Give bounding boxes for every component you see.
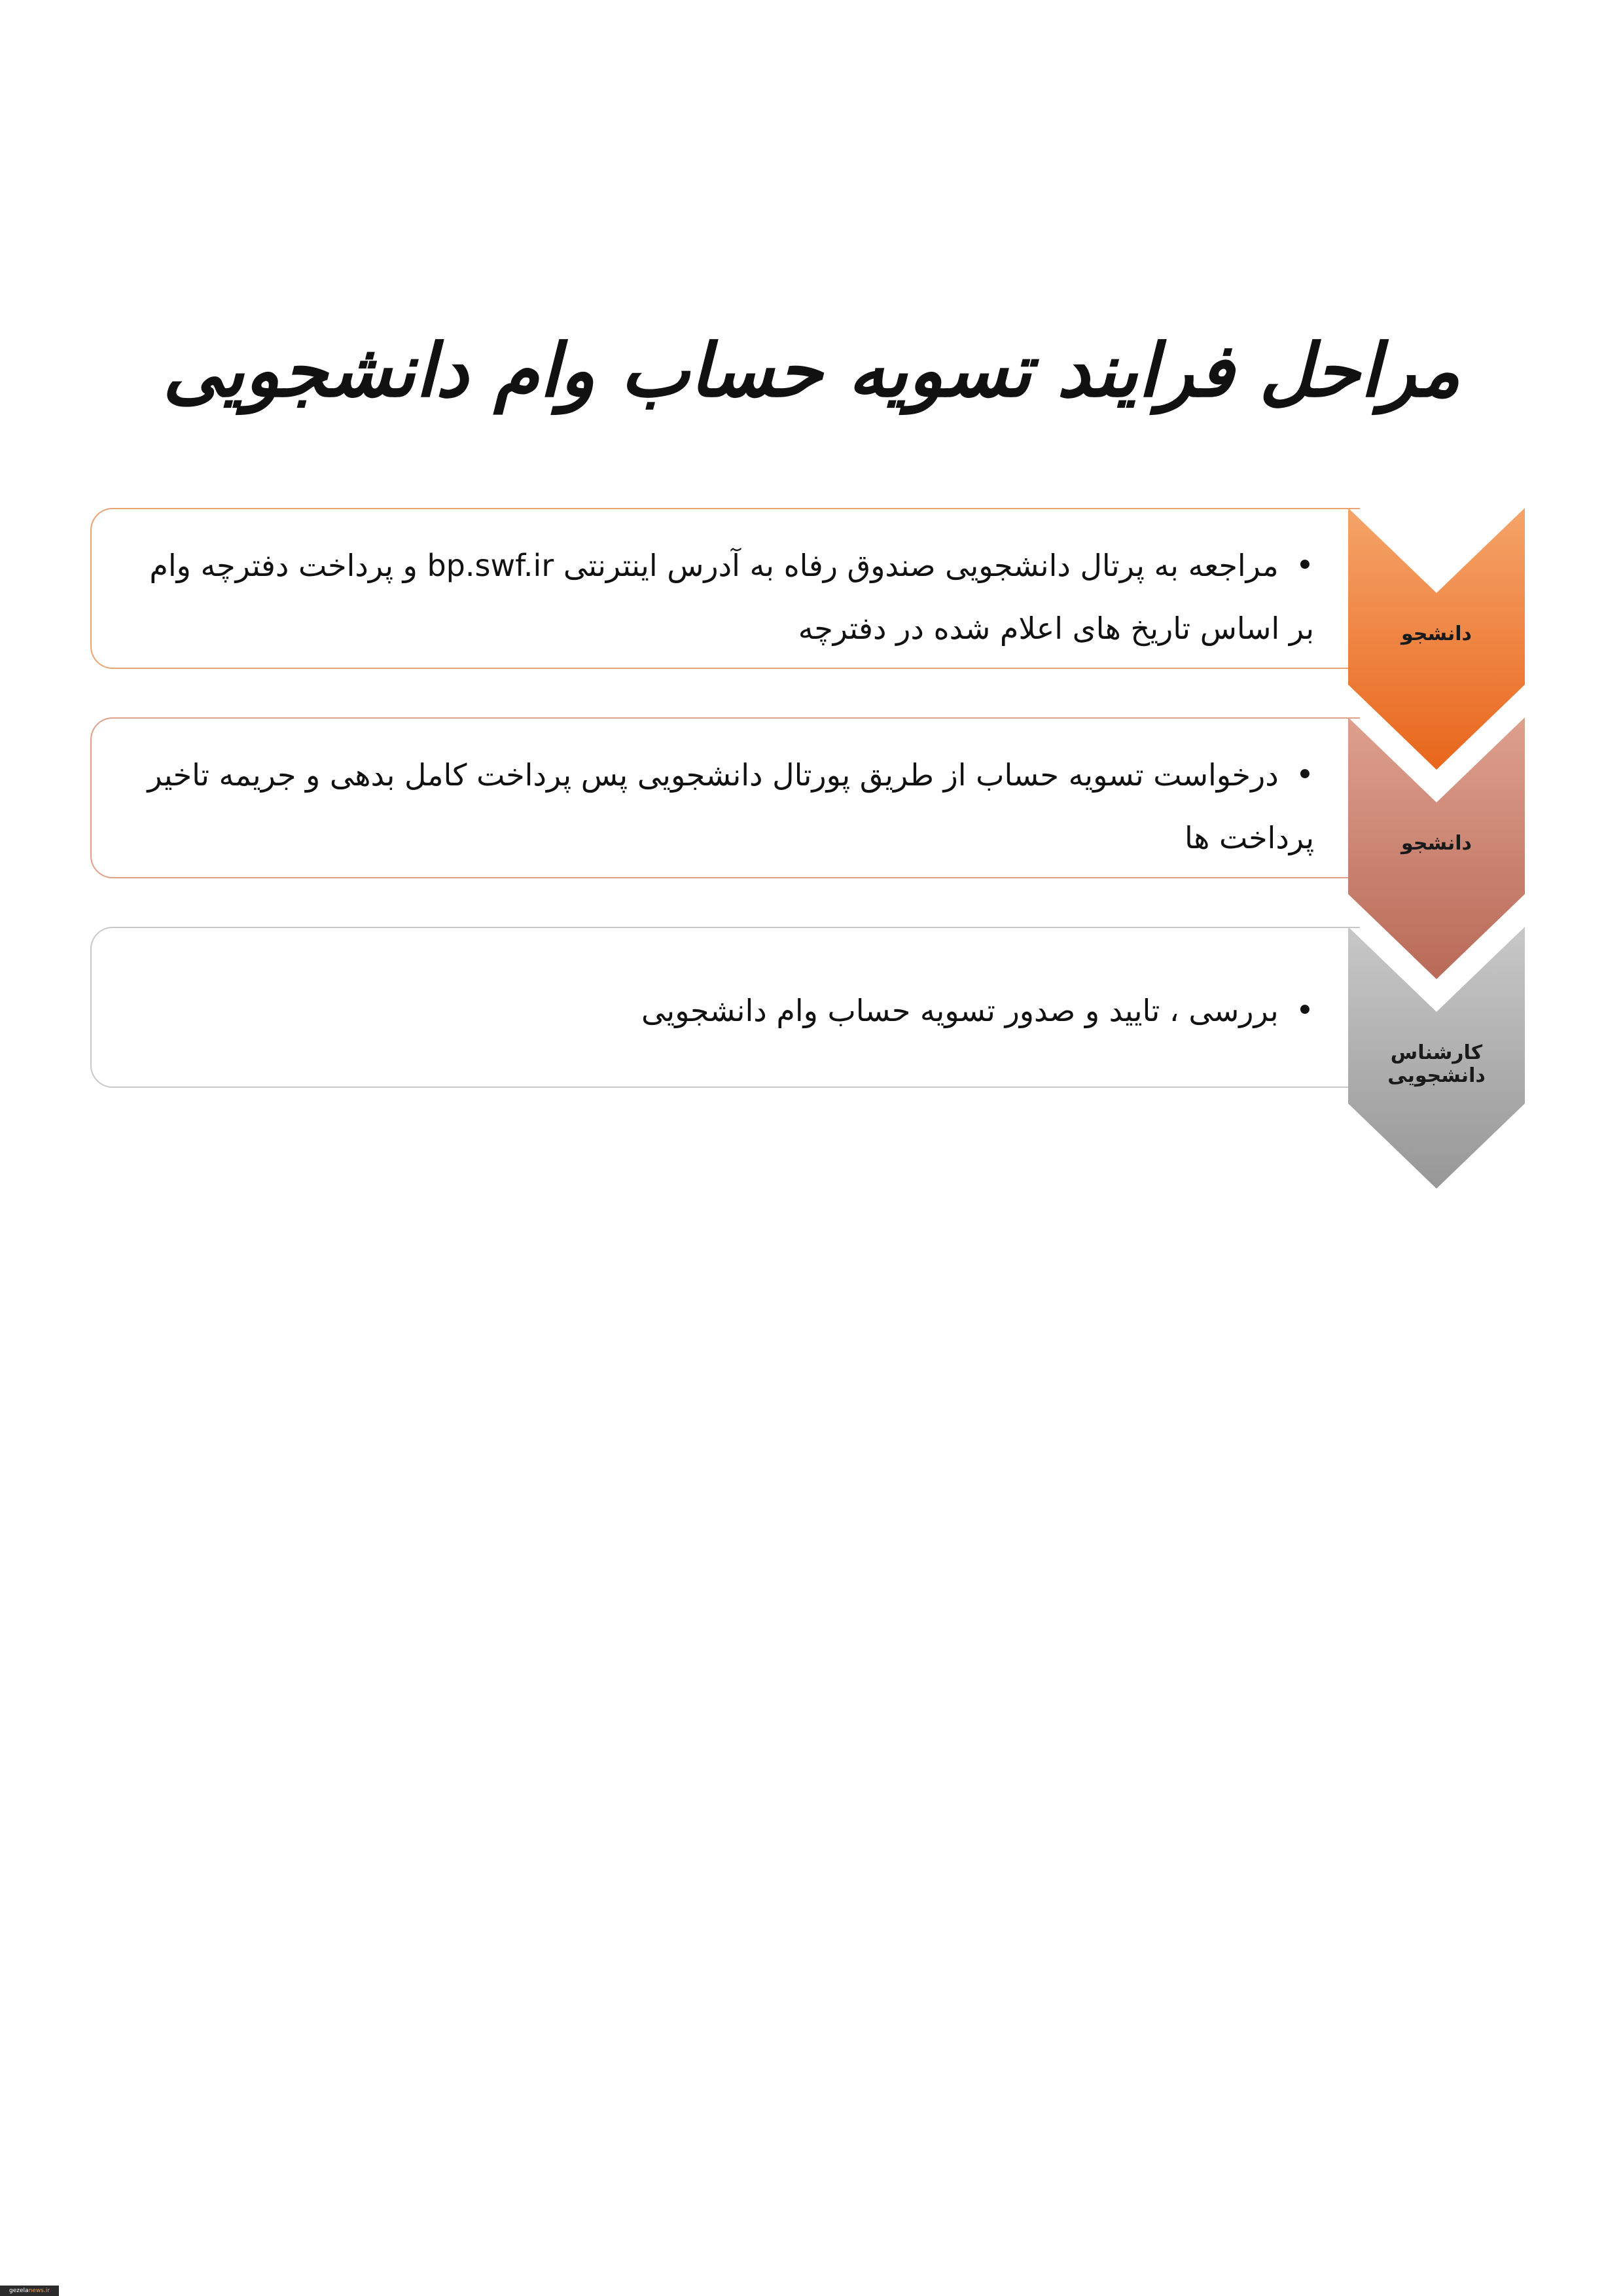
step-text (123, 744, 1314, 869)
process-step-1 (90, 508, 1530, 672)
step-text (123, 979, 1314, 1042)
step-description: درخواست تسویه حساب از طریق پورتال دانشجویی پس پرداخت کامل بدهی و جریمه تاخیر پرداخت ها (147, 757, 1314, 855)
process-step-3 (90, 927, 1530, 1090)
bullet-icon: • (1295, 547, 1314, 584)
step-text (123, 534, 1314, 660)
bullet-icon: • (1295, 757, 1314, 793)
actor-label: دانشجو (1401, 622, 1472, 645)
page-title: مراحل فرایند تسویه حساب وام دانشجویی (162, 328, 1461, 414)
process-step-2 (90, 717, 1530, 881)
step-description: مراجعه به پرتال دانشجویی صندوق رفاه به آدرس اینترنتی bp.swf.ir و پرداخت دفترچه وام بر اساس تاریخ های اعلام شده در دفترچه (149, 548, 1314, 646)
bullet-icon: • (1295, 992, 1314, 1029)
watermark-part: news.ir (28, 2287, 50, 2294)
actor-label: دانشجو (1401, 832, 1472, 855)
step-description: بررسی ، تایید و صدور تسویه حساب وام دانشجویی (641, 993, 1279, 1028)
watermark-part: gezela (9, 2287, 29, 2294)
watermark-logo (0, 2286, 59, 2296)
actor-chevron-3 (1348, 927, 1525, 1189)
actor-label: کارشناس دانشجویی (1387, 1041, 1486, 1087)
